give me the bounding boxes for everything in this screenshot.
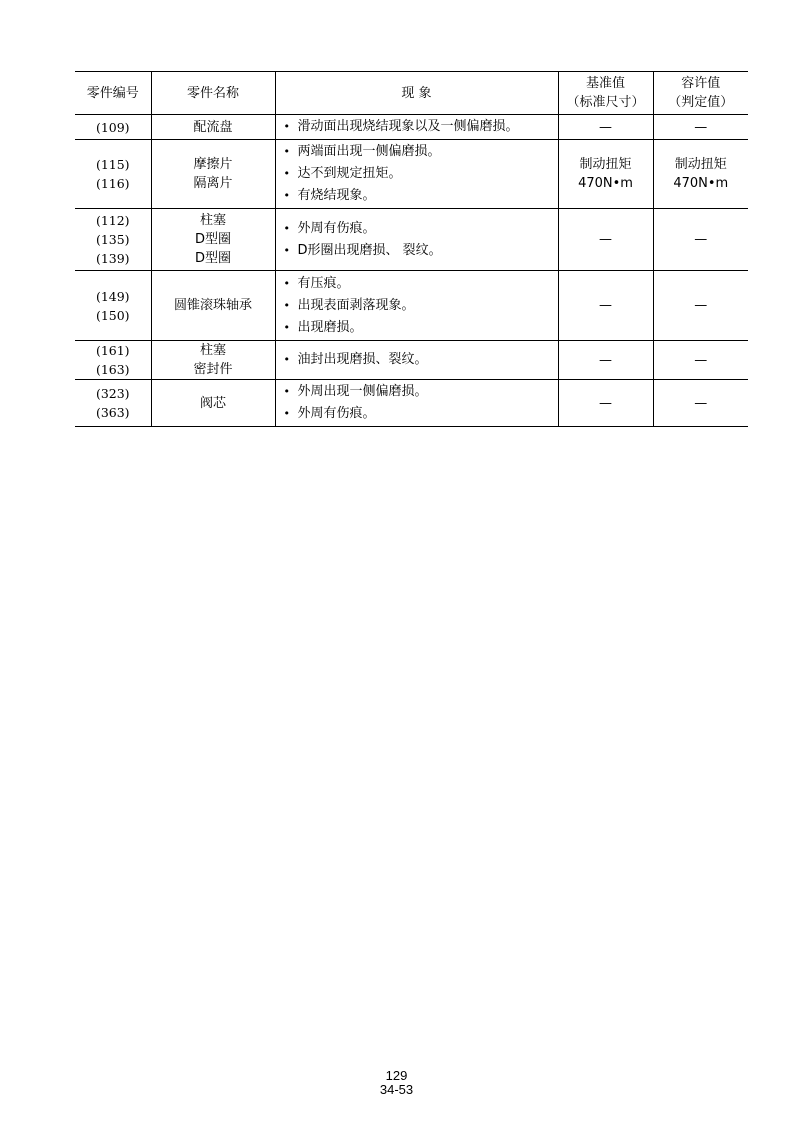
section-page-number: 34-53 [379, 1082, 414, 1097]
part-number: (363) [95, 405, 130, 420]
allowable-value: 470N•m [673, 176, 729, 191]
cell-phenomenon [275, 271, 558, 341]
bullet-icon: • [283, 120, 290, 133]
bullet-icon: • [283, 189, 290, 202]
part-number: (116) [95, 176, 130, 191]
phenomenon-item [284, 218, 554, 240]
allowable-value: — [694, 352, 708, 368]
part-name: 密封件 [193, 362, 233, 377]
cell-phenomenon [275, 115, 558, 140]
phenomenon-text: 滑动面出现烧结现象以及一侧偏磨损。 [297, 119, 519, 134]
allowable-value: 制动扭矩 [674, 157, 727, 172]
bullet-icon: • [283, 243, 290, 257]
bullet-icon: • [283, 167, 290, 180]
cell-part-name [151, 209, 275, 271]
header-standard-value [558, 72, 653, 115]
cell-part-name [151, 140, 275, 209]
part-number: (150) [95, 307, 130, 323]
bullet-icon: • [283, 221, 290, 235]
part-name: 阀芯 [199, 395, 226, 411]
cell-phenomenon [275, 341, 558, 380]
cell-phenomenon [275, 380, 558, 427]
part-number: (109) [95, 119, 130, 135]
phenomenon-text: 油封出现磨损、裂纹。 [297, 352, 428, 367]
phenomenon-item [284, 163, 554, 185]
table-row [75, 380, 748, 427]
cell-standard-value [558, 380, 653, 427]
bullet-icon: • [283, 385, 290, 398]
standard-value: — [599, 352, 612, 368]
cell-standard-value [558, 209, 653, 271]
cell-part-no [75, 115, 151, 140]
table-body [75, 115, 748, 427]
header-standard-line2: （标准尺寸） [566, 95, 645, 110]
part-name: 摩擦片 [193, 157, 233, 172]
cell-part-name [151, 271, 275, 341]
table-row [75, 341, 748, 380]
cell-allowable-value [653, 209, 748, 271]
cell-part-no [75, 140, 151, 209]
phenomenon-text: 外周有伤痕。 [297, 406, 376, 421]
standard-value: — [599, 119, 612, 135]
cell-part-name [151, 341, 275, 380]
cell-part-no [75, 209, 151, 271]
phenomenon-text: 有烧结现象。 [297, 188, 376, 203]
table-row [75, 209, 748, 271]
cell-standard-value [558, 341, 653, 380]
standard-value: 制动扭矩 [579, 157, 632, 172]
allowable-value: — [694, 119, 708, 135]
bullet-icon: • [283, 276, 290, 290]
header-part-no: 零件编号 [75, 72, 151, 115]
part-name: 隔离片 [193, 176, 233, 191]
cell-allowable-value [653, 341, 748, 380]
table-header-row [75, 72, 748, 115]
standard-value: — [599, 395, 612, 411]
header-standard-line1: 基准值 [585, 76, 625, 91]
phenomenon-item [284, 381, 554, 403]
part-number: (149) [95, 288, 130, 304]
phenomenon-text: 两端面出现一侧偏磨损。 [297, 144, 441, 159]
part-name: 柱塞 [199, 343, 226, 358]
table-row [75, 115, 748, 140]
cell-allowable-value [653, 271, 748, 341]
table-row [75, 140, 748, 209]
phenomenon-text: 外周有伤痕。 [297, 220, 376, 236]
phenomenon-item [284, 240, 554, 262]
cell-standard-value [558, 140, 653, 209]
phenomenon-item [284, 403, 554, 425]
allowable-value: — [694, 395, 708, 411]
part-number: (323) [95, 386, 130, 401]
standard-value: 470N•m [578, 176, 633, 191]
bullet-icon: • [283, 407, 290, 420]
phenomenon-item [284, 273, 554, 295]
header-allowable-line2: （判定值） [668, 95, 734, 110]
part-name: 柱塞 [199, 213, 226, 228]
cell-phenomenon [275, 140, 558, 209]
phenomenon-item [284, 295, 554, 317]
phenomenon-text: 出现表面剥落现象。 [297, 297, 415, 313]
bullet-icon: • [283, 298, 290, 312]
part-name: 圆锥滚珠轴承 [173, 298, 252, 313]
part-number: (135) [95, 232, 130, 247]
bullet-icon: • [283, 145, 290, 158]
cell-part-name [151, 380, 275, 427]
phenomenon-item [284, 116, 554, 138]
cell-allowable-value [653, 380, 748, 427]
table-row [75, 271, 748, 341]
header-allowable-value [653, 72, 748, 115]
cell-part-no [75, 341, 151, 380]
part-number: (112) [95, 213, 130, 228]
part-number: (139) [95, 251, 130, 266]
parts-inspection-table [75, 71, 748, 427]
allowable-value: — [694, 232, 708, 247]
phenomenon-text: D形圈出现磨损、 裂纹。 [297, 242, 442, 258]
header-part-name: 零件名称 [151, 72, 275, 115]
cell-allowable-value [653, 140, 748, 209]
cell-standard-value [558, 271, 653, 341]
part-number: (115) [95, 157, 130, 172]
part-number: (163) [95, 362, 130, 377]
standard-value: — [599, 232, 612, 247]
standard-value: — [599, 298, 612, 313]
page-number: 129 [385, 1068, 408, 1083]
part-name: 配流盘 [193, 119, 233, 135]
bullet-icon: • [283, 353, 290, 366]
phenomenon-item [284, 317, 554, 339]
cell-allowable-value [653, 115, 748, 140]
allowable-value: — [694, 298, 708, 313]
phenomenon-text: 达不到规定扭矩。 [297, 166, 402, 181]
inspection-table-sheet [75, 71, 748, 427]
phenomenon-item [284, 185, 554, 207]
header-phenomenon: 现 象 [275, 72, 558, 115]
phenomenon-item [284, 141, 554, 163]
phenomenon-text: 出现磨损。 [297, 319, 363, 335]
phenomenon-item [284, 349, 554, 371]
bullet-icon: • [283, 320, 290, 334]
header-allowable-line1: 容许值 [681, 76, 721, 91]
cell-standard-value [558, 115, 653, 140]
cell-part-name [151, 115, 275, 140]
cell-part-no [75, 271, 151, 341]
phenomenon-text: 外周出现一侧偏磨损。 [297, 384, 428, 399]
part-name: D型圈 [194, 232, 231, 247]
phenomenon-text: 有压痕。 [297, 275, 350, 291]
cell-phenomenon [275, 209, 558, 271]
cell-part-no [75, 380, 151, 427]
part-number: (161) [95, 343, 130, 358]
part-name: D型圈 [194, 251, 231, 266]
